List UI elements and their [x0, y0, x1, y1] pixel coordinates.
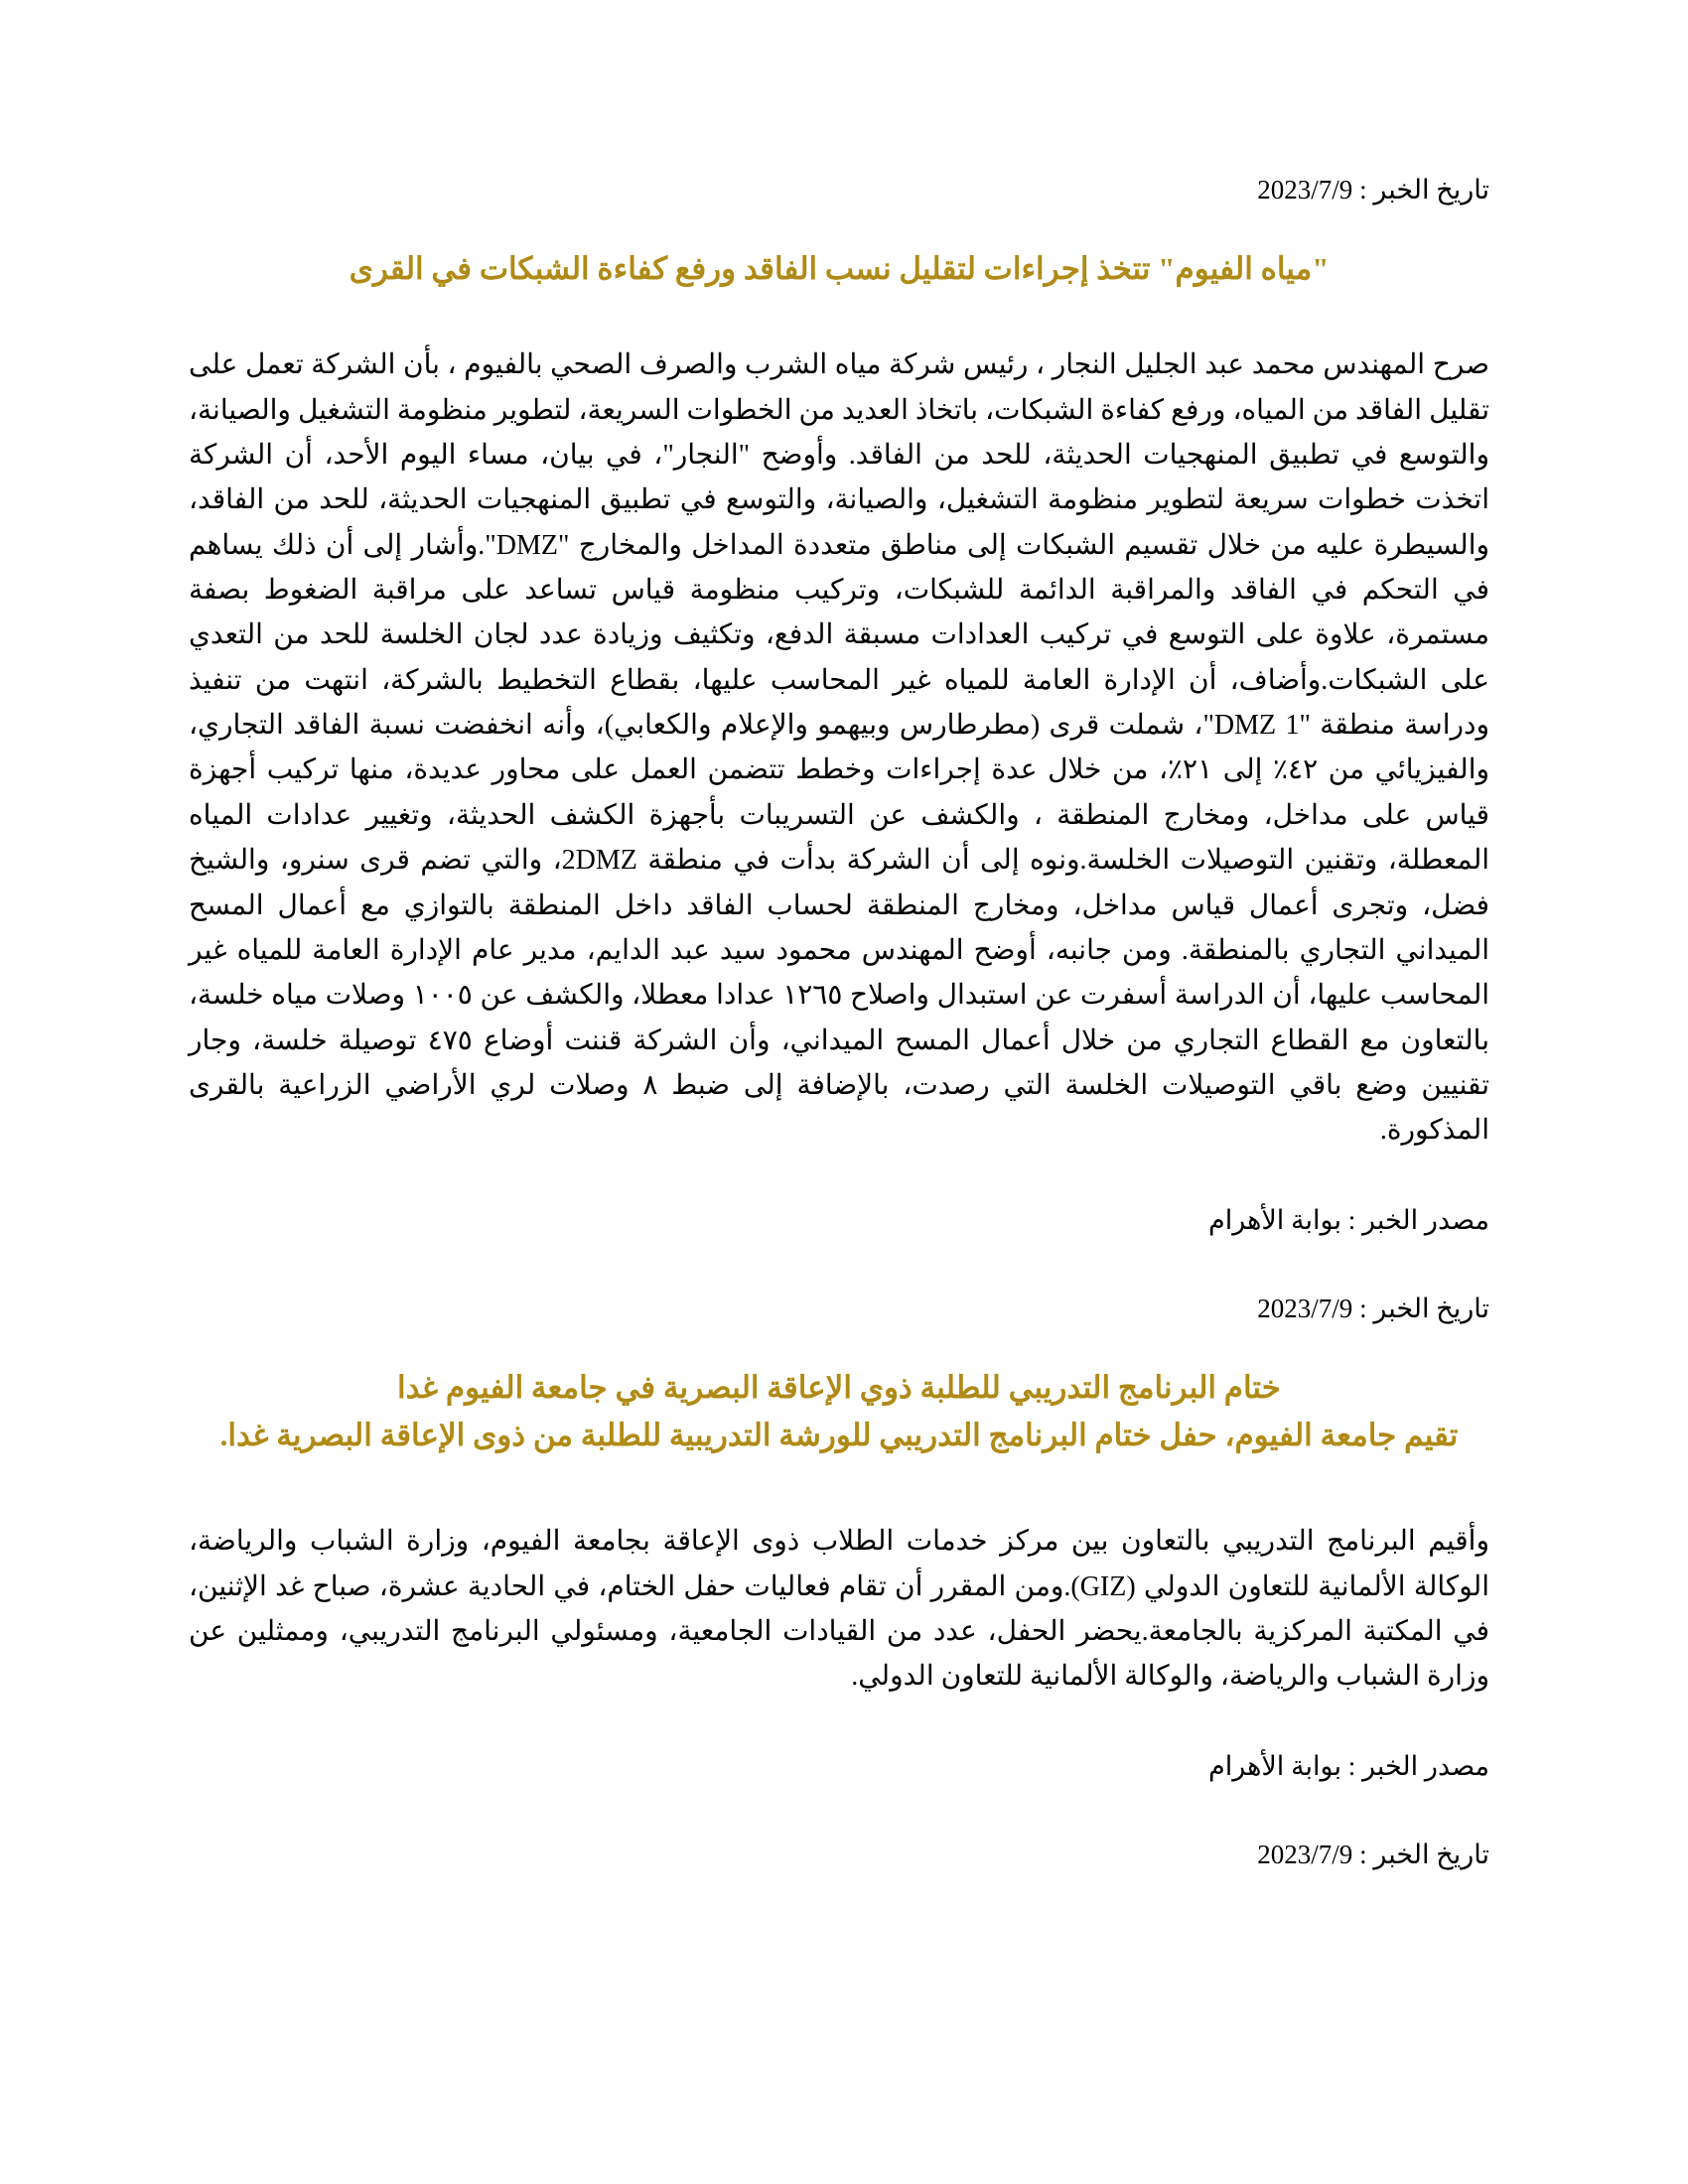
article-2-body: وأقيم البرنامج التدريبي بالتعاون بين مركز خدمات الطلاب ذوى الإعاقة بجامعة الفيوم، وزارة الشباب والرياضة، الوكالة الألمانية للتعاون الدولي (GIZ).ومن المقرر أن تقام فعاليات حفل الختام، في الحادية عشرة، صباح غد الإثنين، في المكتبة المركزية بالجامعة.يحضر الحفل، عدد من القيادات الجامعية، ومسئولي البرنامج التدريبي، وممثلين عن وزارة الشباب والرياضة، والوكالة الألمانية للتعاون الدولي. [189, 1526, 1489, 1693]
article-2 [189, 1288, 1489, 1788]
article-1-date: تاريخ الخبر : 2023/7/9 [1257, 175, 1489, 205]
article-2-headline-sub: تقيم جامعة الفيوم، حفل ختام البرنامج التدريبي للورشة التدريبية للطلبة من ذوى الإعاقة البصرية غدا. [219, 1418, 1459, 1453]
article-1-body: صرح المهندس محمد عبد الجليل النجار ، رئيس شركة مياه الشرب والصرف الصحي بالفيوم ، بأن الشركة تعمل على تقليل الفاقد من المياه، ورفع كفاءة الشبكات، باتخاذ العديد من الخطوات السريعة، لتطوير منظومة التشغيل والصيانة، والتوسع في تطبيق المنهجيات الحديثة، للحد من الفاقد. وأوضح "النجار"، في بيان، مساء اليوم الأحد، أن الشركة اتخذت خطوات سريعة لتطوير منظومة التشغيل، والصيانة، والتوسع في تطبيق المنهجيات الحديثة، للحد من الفاقد، والسيطرة عليه من خلال تقسيم الشبكات إلى مناطق متعددة المداخل والمخارج "DMZ".وأشار إلى أن ذلك يساهم في التحكم في الفاقد والمراقبة الدائمة للشبكات، وتركيب منظومة قياس تساعد على مراقبة الضغوط بصفة مستمرة، علاوة على التوسع في تركيب العدادات مسبقة الدفع، وتكثيف وزيادة عدد لجان الخلسة للحد من التعدي على الشبكات.وأضاف، أن الإدارة العامة للمياه غير المحاسب عليها، بقطاع التخطيط بالشركة، انتهت من تنفيذ ودراسة منطقة "DMZ 1"، شملت قرى (مطرطارس وبيهمو والإعلام والكعابي)، وأنه انخفضت نسبة الفاقد التجاري، والفيزيائي من ٤٢٪ إلى ٢١٪، من خلال عدة إجراءات وخطط تتضمن العمل على محاور عديدة، منها تركيب أجهزة قياس على مداخل، ومخارج المنطقة ، والكشف عن التسريبات بأجهزة الكشف الحديثة، وتغيير عدادات المياه المعطلة، وتقنين التوصيلات الخلسة.ونوه إلى أن الشركة بدأت في منطقة 2DMZ، والتي تضم قرى سنرو، والشيخ فضل، وتجرى أعمال قياس مداخل، ومخارج المنطقة لحساب الفاقد داخل المنطقة بالتوازي مع أعمال المسح الميداني التجاري بالمنطقة. ومن جانبه، أوضح المهندس محمود سيد عبد الدايم، مدير عام الإدارة العامة للمياه غير المحاسب عليها، أن الدراسة أسفرت عن استبدال واصلاح ١٢٦٥ عدادا معطلا، والكشف عن ١٠٠٥ وصلات مياه خلسة، بالتعاون مع القطاع التجاري من خلال أعمال المسح الميداني، وأن الشركة قننت أوضاع ٤٧٥ توصيلة خلسة، وجار تقنيين وضع باقي التوصيلات الخلسة التي رصدت، بالإضافة إلى ضبط ٨ وصلات لري الأراضي الزراعية بالقرى المذكورة. [189, 349, 1490, 1147]
article-2-date: تاريخ الخبر : 2023/7/9 [1257, 1293, 1489, 1323]
article-1-headline: "مياه الفيوم" تتخذ إجراءات لتقليل نسب الفاقد ورفع كفاءة الشبكات في القرى [349, 251, 1330, 287]
article-2-headline [189, 1364, 1489, 1459]
article-1 [189, 169, 1489, 1242]
footer-date: تاريخ الخبر : 2023/7/9 [1257, 1839, 1489, 1869]
article-2-headline-main: ختام البرنامج التدريبي للطلبة ذوي الإعاقة البصرية في جامعة الفيوم غدا [397, 1370, 1281, 1406]
article-2-source: مصدر الخبر : بوابة الأهرام [1208, 1750, 1489, 1781]
article-1-source: مصدر الخبر : بوابة الأهرام [1208, 1204, 1489, 1235]
